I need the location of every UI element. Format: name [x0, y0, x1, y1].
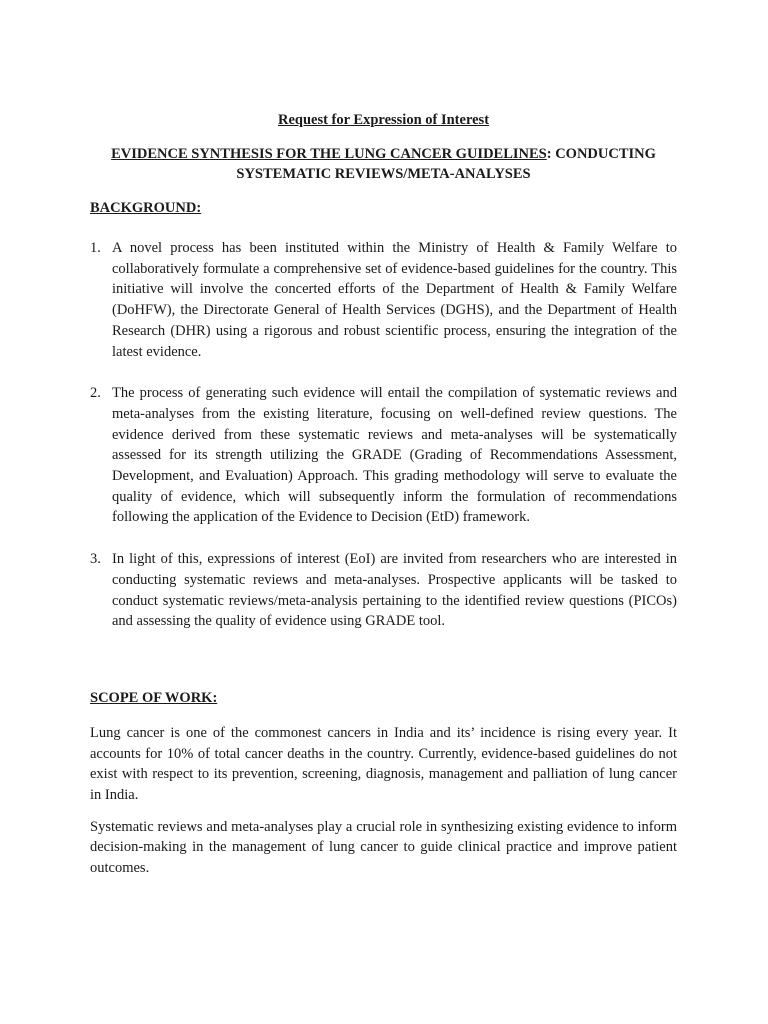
background-heading: BACKGROUND:: [90, 200, 202, 216]
list-item: [90, 383, 677, 528]
document-title-underlined: EVIDENCE SYNTHESIS FOR THE LUNG CANCER GUIDELINES: [111, 146, 547, 162]
list-item-text: A novel process has been instituted within the Ministry of Health & Family Welfare to collaboratively formulate a comprehensive set of evidence-based guidelines for the country. This initiative will involve the concerted efforts of the Department of Health & Family Welfare (DoHFW), the Directorate General of Health Services (DGHS), and the Department of Health Research (DHR) using a rigorous and robust scientific process, ensuring the integration of the latest evidence.: [112, 240, 677, 360]
list-item: [90, 238, 677, 362]
list-item-number: 1.: [90, 240, 101, 256]
scope-paragraph: Systematic reviews and meta-analyses play a crucial role in synthesizing existing evidence to inform decision-making in the management of lung cancer to guide clinical practice and improve patient outcomes.: [90, 818, 677, 877]
scope-paragraph: Lung cancer is one of the commonest cancers in India and its’ incidence is rising every year. It accounts for 10% of total cancer deaths in the country. Currently, evidence-based guidelines do not exist with respect to its prevention, screening, diagnosis, management and palliation of lung cancer in India.: [90, 724, 677, 804]
list-item-text: The process of generating such evidence will entail the compilation of systematic reviews and meta-analyses from the existing literature, focusing on well-defined review questions. The evidence derived from these systematic reviews and meta-analyses will be systematically assessed for its strength utilizing the GRADE (Grading of Recommendations Assessment, Development, and Evaluation) Approach. This grading methodology will serve to evaluate the quality of evidence, which will subsequently inform the formulation of recommendations following the application of the Evidence to Decision (EtD) framework.: [112, 385, 677, 526]
scope-heading: SCOPE OF WORK:: [90, 689, 218, 706]
document-title-rest: : CONDUCTING SYSTEMATIC REVIEWS/META-ANALYSES: [236, 146, 656, 182]
list-item-text: In light of this, expressions of interest (EoI) are invited from researchers who are interested in conducting systematic reviews and meta-analyses. Prospective applicants will be tasked to conduct systematic reviews/meta-analysis pertaining to the identified review questions (PICOs) and assessing the quality of evidence using GRADE tool.: [112, 551, 677, 630]
list-item-number: 2.: [90, 385, 101, 402]
document-title: [90, 144, 677, 184]
document-label: Request for Expression of Interest: [277, 112, 490, 128]
list-item: [90, 549, 677, 632]
background-list: [90, 238, 677, 632]
list-item-number: 3.: [90, 551, 101, 568]
document-page: [90, 110, 677, 879]
